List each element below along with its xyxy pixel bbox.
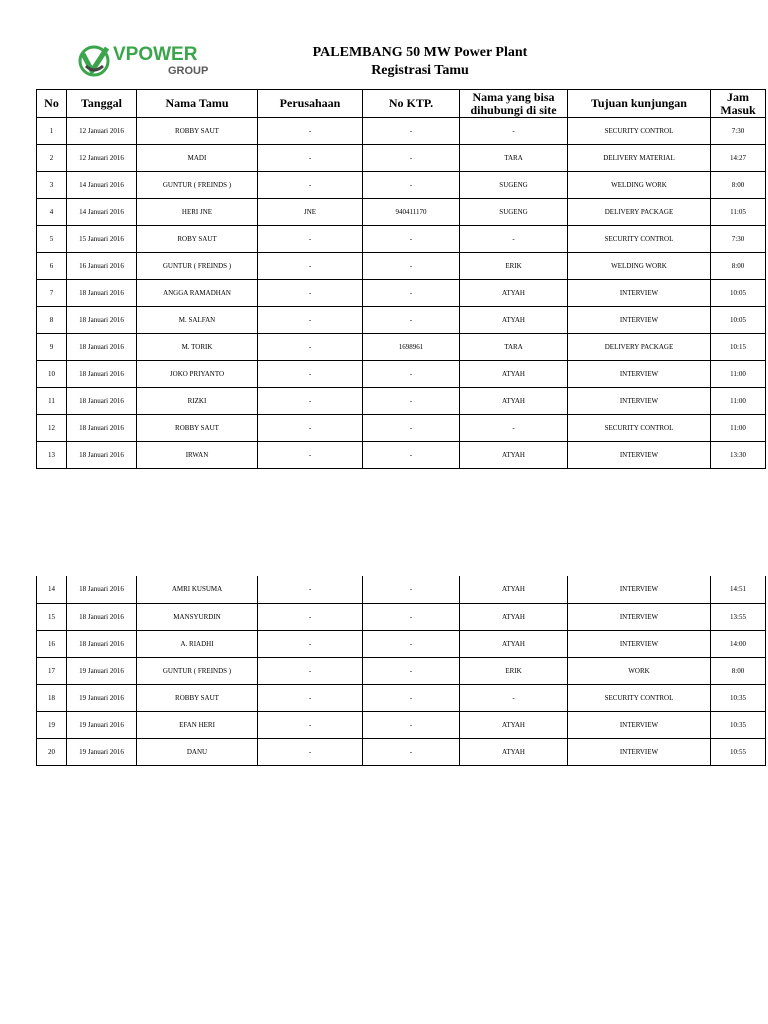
table-cell: INTERVIEW [568, 307, 711, 334]
table-cell: 11 [37, 388, 67, 415]
table-cell: HERI JNE [137, 199, 258, 226]
table-cell: 19 Januari 2016 [67, 657, 137, 684]
table-cell: INTERVIEW [568, 738, 711, 765]
table-cell: ATYAH [460, 711, 568, 738]
table-cell: 12 Januari 2016 [67, 145, 137, 172]
table-cell: 9 [37, 334, 67, 361]
table-cell: - [363, 657, 460, 684]
table-cell: DANU [137, 738, 258, 765]
table-cell: - [258, 145, 363, 172]
table-cell: 19 Januari 2016 [67, 738, 137, 765]
table-cell: - [258, 172, 363, 199]
table-cell: - [460, 415, 568, 442]
table-cell: 6 [37, 253, 67, 280]
table-cell: 14:27 [711, 145, 766, 172]
table-cell: 16 Januari 2016 [67, 253, 137, 280]
table-cell: 8 [37, 307, 67, 334]
table-cell: - [258, 415, 363, 442]
table-row [37, 630, 766, 657]
table-cell: 11:05 [711, 199, 766, 226]
table-cell: 18 Januari 2016 [67, 280, 137, 307]
table-cell: 14:51 [711, 576, 766, 603]
table-row [37, 145, 766, 172]
table-cell: 18 Januari 2016 [67, 388, 137, 415]
table-row [37, 226, 766, 253]
table-cell: ATYAH [460, 442, 568, 469]
table-cell: 8:00 [711, 253, 766, 280]
table-cell: 13:30 [711, 442, 766, 469]
table-cell: 10 [37, 361, 67, 388]
table-cell: 19 Januari 2016 [67, 711, 137, 738]
table-cell: - [460, 684, 568, 711]
table-cell: - [363, 711, 460, 738]
table-cell: TARA [460, 334, 568, 361]
table-row [37, 307, 766, 334]
guest-register-table-continued [36, 576, 766, 766]
table-cell: ANGGA RAMADHAN [137, 280, 258, 307]
table-cell: - [363, 361, 460, 388]
table-cell: 940411170 [363, 199, 460, 226]
table-cell: - [460, 226, 568, 253]
table-row [37, 199, 766, 226]
table-cell: INTERVIEW [568, 630, 711, 657]
table-cell: 11:00 [711, 361, 766, 388]
table-cell: 14 [37, 576, 67, 603]
table-cell: INTERVIEW [568, 442, 711, 469]
table-cell: ATYAH [460, 630, 568, 657]
table-cell: 18 Januari 2016 [67, 307, 137, 334]
table-cell: INTERVIEW [568, 576, 711, 603]
table-cell: - [258, 684, 363, 711]
table-cell: - [258, 118, 363, 145]
table-cell: - [363, 388, 460, 415]
logo-brand-text: VPOWER [113, 44, 198, 65]
table-cell: ERIK [460, 657, 568, 684]
table-cell: 13 [37, 442, 67, 469]
table-cell: 18 Januari 2016 [67, 576, 137, 603]
table-row [37, 280, 766, 307]
table-cell: 17 [37, 657, 67, 684]
table-cell: ERIK [460, 253, 568, 280]
table-cell: AMRI KUSUMA [137, 576, 258, 603]
table-cell: INTERVIEW [568, 361, 711, 388]
table-cell: A. RIADHI [137, 630, 258, 657]
table-row [37, 603, 766, 630]
table-cell: 1 [37, 118, 67, 145]
table-cell: SECURITY CONTROL [568, 415, 711, 442]
table-cell: TARA [460, 145, 568, 172]
table-row [37, 415, 766, 442]
table-row [37, 657, 766, 684]
table-cell: - [258, 361, 363, 388]
table-cell: - [363, 442, 460, 469]
table-cell: ROBY SAUT [137, 226, 258, 253]
table-cell: 12 Januari 2016 [67, 118, 137, 145]
table-cell: WELDING WORK [568, 172, 711, 199]
table-cell: - [258, 630, 363, 657]
table-cell: JOKO PRIYANTO [137, 361, 258, 388]
table-cell: 10:15 [711, 334, 766, 361]
table-cell: 8:00 [711, 172, 766, 199]
table-cell: - [363, 630, 460, 657]
table-cell: 14 Januari 2016 [67, 199, 137, 226]
table-cell: - [363, 226, 460, 253]
document-title: PALEMBANG 50 MW Power Plant [312, 45, 528, 60]
table-cell: INTERVIEW [568, 603, 711, 630]
table-row [37, 711, 766, 738]
table-cell: 13:55 [711, 603, 766, 630]
table-cell: ATYAH [460, 738, 568, 765]
table-cell: - [363, 253, 460, 280]
table-cell: INTERVIEW [568, 388, 711, 415]
table-row [37, 442, 766, 469]
table-cell: 7:30 [711, 226, 766, 253]
table-cell: ROBBY SAUT [137, 415, 258, 442]
table-cell: 3 [37, 172, 67, 199]
table-cell: ATYAH [460, 361, 568, 388]
table-cell: 15 [37, 603, 67, 630]
table-cell: M. TORIK [137, 334, 258, 361]
table-cell: 18 Januari 2016 [67, 442, 137, 469]
table-cell: ATYAH [460, 576, 568, 603]
table-cell: - [258, 307, 363, 334]
table-cell: SUGENG [460, 172, 568, 199]
logo-group-text: GROUP [168, 65, 209, 77]
table-cell: 20 [37, 738, 67, 765]
table-cell: 7:30 [711, 118, 766, 145]
table-cell: 10:35 [711, 711, 766, 738]
table-cell: SECURITY CONTROL [568, 684, 711, 711]
col-header-jam-masuk: Jam Masuk [711, 90, 766, 118]
table-cell: - [258, 576, 363, 603]
table-cell: 18 Januari 2016 [67, 334, 137, 361]
table-cell: 16 [37, 630, 67, 657]
table-cell: MANSYURDIN [137, 603, 258, 630]
table-cell: - [363, 603, 460, 630]
table-cell: - [258, 253, 363, 280]
col-header-perusahaan: Perusahaan [258, 90, 363, 118]
table-row [37, 118, 766, 145]
table-row [37, 738, 766, 765]
table-cell: 7 [37, 280, 67, 307]
table-cell: SECURITY CONTROL [568, 118, 711, 145]
table-cell: ROBBY SAUT [137, 684, 258, 711]
table-cell: - [363, 576, 460, 603]
table-cell: 11:00 [711, 388, 766, 415]
table-cell: 1698961 [363, 334, 460, 361]
table-body-page2 [37, 576, 766, 765]
table-cell: 12 [37, 415, 67, 442]
table-cell: 18 [37, 684, 67, 711]
table-row [37, 361, 766, 388]
table-cell: ATYAH [460, 307, 568, 334]
table-cell: 10:35 [711, 684, 766, 711]
table-cell: 18 Januari 2016 [67, 630, 137, 657]
table-cell: - [363, 307, 460, 334]
table-cell: INTERVIEW [568, 711, 711, 738]
table-cell: - [258, 657, 363, 684]
table-cell: ATYAH [460, 280, 568, 307]
table-cell: - [363, 118, 460, 145]
table-row [37, 684, 766, 711]
table-cell: 18 Januari 2016 [67, 415, 137, 442]
table-row [37, 253, 766, 280]
table-cell: GUNTUR ( FREINDS ) [137, 253, 258, 280]
table-cell: 2 [37, 145, 67, 172]
table-cell: DELIVERY PACKAGE [568, 334, 711, 361]
table-cell: 10:55 [711, 738, 766, 765]
table-body-page1 [37, 118, 766, 469]
table-cell: 19 Januari 2016 [67, 684, 137, 711]
table-cell: 10:05 [711, 307, 766, 334]
col-header-contact: Nama yang bisa dihubungi di site [460, 90, 568, 118]
guest-register-table [36, 89, 766, 469]
table-cell: DELIVERY MATERIAL [568, 145, 711, 172]
col-header-no: No [37, 90, 67, 118]
table-cell: JNE [258, 199, 363, 226]
table-cell: - [363, 280, 460, 307]
table-cell: - [258, 442, 363, 469]
col-header-nama-tamu: Nama Tamu [137, 90, 258, 118]
vpower-logo-icon [77, 44, 111, 78]
document-subtitle: Registrasi Tamu [371, 63, 469, 78]
table-cell: INTERVIEW [568, 280, 711, 307]
table-cell: - [460, 118, 568, 145]
table-row [37, 388, 766, 415]
table-cell: - [258, 603, 363, 630]
table-cell: - [258, 738, 363, 765]
table-header-row [37, 90, 766, 118]
table-cell: EFAN HERI [137, 711, 258, 738]
table-cell: 5 [37, 226, 67, 253]
table-cell: 15 Januari 2016 [67, 226, 137, 253]
table-cell: - [363, 738, 460, 765]
table-cell: - [363, 145, 460, 172]
col-header-tujuan: Tujuan kunjungan [568, 90, 711, 118]
table-cell: 19 [37, 711, 67, 738]
table-cell: - [258, 334, 363, 361]
table-cell: SUGENG [460, 199, 568, 226]
table-cell: RIZKI [137, 388, 258, 415]
table-cell: WORK [568, 657, 711, 684]
table-cell: GUNTUR ( FREINDS ) [137, 657, 258, 684]
table-cell: WELDING WORK [568, 253, 711, 280]
table-cell: 14:00 [711, 630, 766, 657]
table-row [37, 334, 766, 361]
table-cell: - [258, 280, 363, 307]
table-row [37, 576, 766, 603]
col-header-tanggal: Tanggal [67, 90, 137, 118]
table-cell: ATYAH [460, 603, 568, 630]
table-cell: GUNTUR ( FREINDS ) [137, 172, 258, 199]
table-cell: 14 Januari 2016 [67, 172, 137, 199]
table-cell: - [258, 388, 363, 415]
table-cell: - [363, 172, 460, 199]
table-cell: ROBBY SAUT [137, 118, 258, 145]
col-header-no-ktp: No KTP. [363, 90, 460, 118]
table-cell: 11:00 [711, 415, 766, 442]
table-cell: 18 Januari 2016 [67, 603, 137, 630]
table-cell: 8:00 [711, 657, 766, 684]
table-cell: MADI [137, 145, 258, 172]
table-cell: DELIVERY PACKAGE [568, 199, 711, 226]
table-cell: 18 Januari 2016 [67, 361, 137, 388]
table-cell: IRWAN [137, 442, 258, 469]
table-cell: - [363, 684, 460, 711]
table-cell: ATYAH [460, 388, 568, 415]
table-cell: 10:05 [711, 280, 766, 307]
vpower-logo [77, 44, 207, 80]
table-cell: - [258, 711, 363, 738]
table-cell: - [258, 226, 363, 253]
table-cell: 4 [37, 199, 67, 226]
table-cell: SECURITY CONTROL [568, 226, 711, 253]
table-cell: M. SALFAN [137, 307, 258, 334]
table-cell: - [363, 415, 460, 442]
table-row [37, 172, 766, 199]
